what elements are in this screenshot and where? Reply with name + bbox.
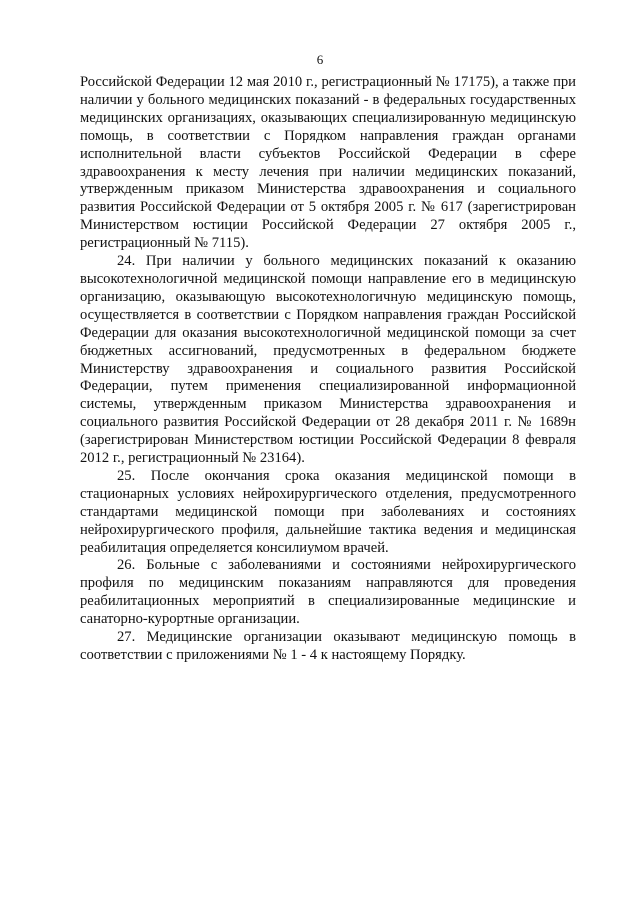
page-number: 6	[316, 52, 324, 67]
paragraph-continuation: Российской Федерации 12 мая 2010 г., регистрационный № 17175), а также при наличии у больного медицинских показаний - в федеральных государственных медицинских организациях, оказывающих специализированную медицинскую помощь, в соответствии с Порядком направления граждан органами исполнительной власти субъектов Российской Федерации в сфере здравоохранения к месту лечения при наличии медицинских показаний, утвержденным приказом Министерства здравоохранения и социального развития Российской Федерации от 5 октября 2005 г. № 617 (зарегистрирован Министерством юстиции Российской Федерации 27 октября 2005 г., регистрационный № 7115).	[80, 74, 576, 252]
document-body	[80, 74, 576, 665]
paragraph-27: 27. Медицинские организации оказывают медицинскую помощь в соответствии с приложениями № 1 - 4 к настоящему Порядку.	[80, 629, 576, 663]
paragraph-25: 25. После окончания срока оказания медицинской помощи в стационарных условиях нейрохирургического отделения, предусмотренного стандартами медицинской помощи при заболеваниях и состояниях нейрохирургического профиля, дальнейшие тактика ведения и медицинская реабилитация определяется консилиумом врачей.	[80, 467, 576, 556]
paragraph-24: 24. При наличии у больного медицинских показаний к оказанию высокотехнологичной медицинской помощи направление его в медицинскую организацию, оказывающую высокотехнологичную медицинскую помощь, осуществляется в соответствии с Порядком направления граждан Российской Федерации для оказания высокотехнологичной медицинской помощи за счет бюджетных ассигнований, предусмотренных в федеральном бюджете Министерству здравоохранения и социального развития Российской Федерации, путем применения специализированной информационной системы, утвержденным приказом Министерства здравоохранения и социального развития Российской Федерации от 28 декабря 2011 г. № 1689н (зарегистрирован Министерством юстиции Российской Федерации 8 февраля 2012 г., регистрационный № 23164).	[80, 253, 576, 467]
paragraph-26: 26. Больные с заболеваниями и состояниями нейрохирургического профиля по медицинским показаниям направляются для проведения реабилитационных мероприятий в специализированные медицинские и санаторно-курортные организации.	[80, 557, 576, 628]
